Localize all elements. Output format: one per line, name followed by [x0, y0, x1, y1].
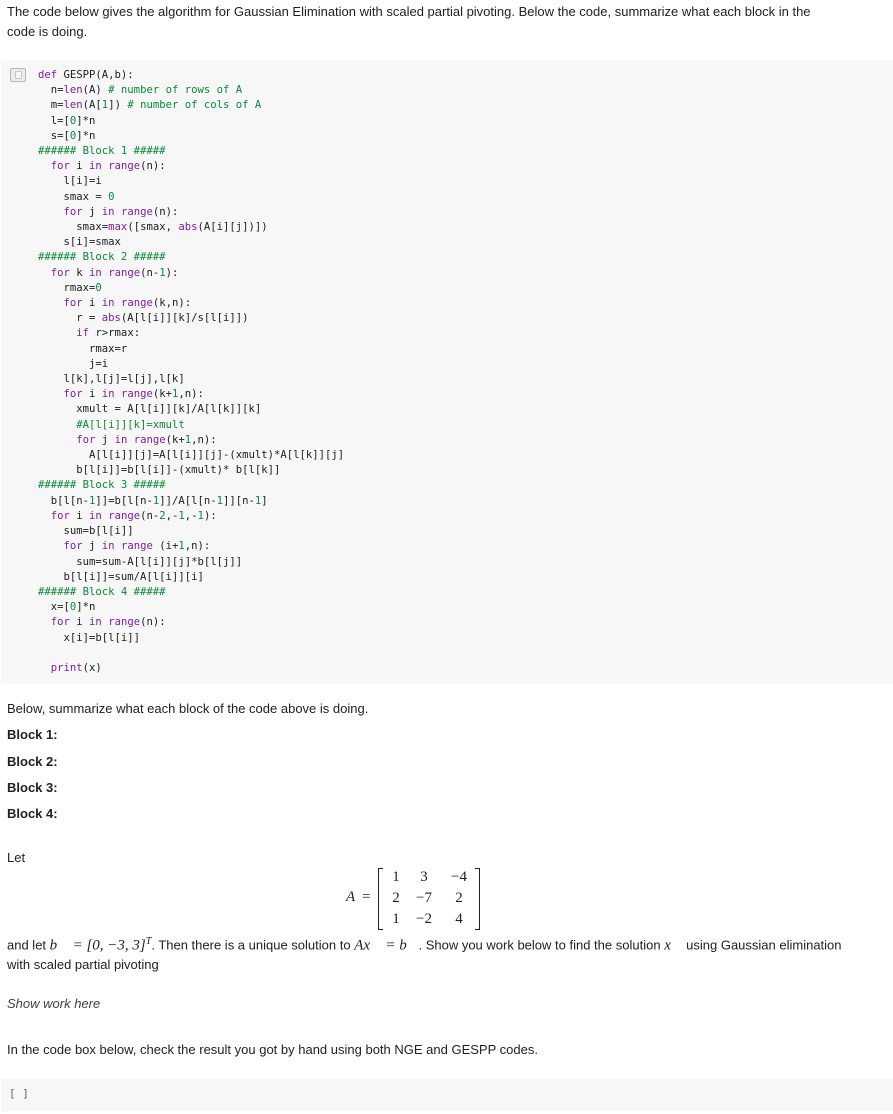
code-line: if r>rmax: [76, 327, 141, 340]
code-line: rmax=r [38, 342, 128, 355]
x-vector: x⃗ [664, 937, 683, 954]
code-line: def GESPP(A,b): [38, 69, 134, 81]
code-line: for i in range(n-2,-1,-1): [50, 509, 217, 522]
let-label: Let [7, 850, 26, 865]
tail-text: using Gaussian elimination [686, 937, 842, 953]
code-line: smax=max([smax, abs(A[i][j])]) [38, 221, 268, 234]
cell-prompt: [ ] [9, 1087, 29, 1100]
code-line: m=len(A[1]) # number of cols of A [38, 99, 262, 112]
code-line: for i in range(n): [50, 616, 166, 629]
then-text: . Then there is a unique solution to [151, 937, 351, 953]
matrix-cell: 1 [392, 869, 400, 885]
matrix-cell: −7 [416, 890, 432, 906]
block-3-label: Block 3: [7, 780, 58, 795]
code-line: r = abs(A[l[i]][k]/s[l[i]]) [38, 312, 249, 325]
right-bracket [475, 868, 480, 930]
code-line: s=[0]*n [38, 129, 96, 142]
code-line: sum=sum-A[l[i]][j]*b[l[j]] [38, 555, 243, 568]
block-1-label: Block 1: [7, 727, 58, 742]
code-line: for i in range(n): [50, 160, 166, 173]
code-line: for j in range(k+1,n): [76, 433, 217, 446]
summary-prompt: Below, summarize what each block of the code above is doing. [7, 701, 369, 716]
check-text: In the code box below, check the result you got by hand using both NGE and GESPP codes. [7, 1042, 538, 1057]
matrix-name: A [346, 889, 356, 905]
b-vector: b⃗ = [0, −3, 3] [49, 937, 146, 954]
code-line: s[i]=smax [38, 236, 121, 249]
code-line: ###### Block 4 ##### [38, 585, 166, 598]
intro-text [7, 2, 881, 42]
code-line: j=i [38, 357, 109, 370]
code-line: for i in range(k+1,n): [63, 388, 204, 401]
problem-statement [7, 932, 881, 975]
matrix-cell: −2 [416, 911, 432, 927]
code-line: A[l[i]][j]=A[l[i]][j]-(xmult)*A[l[k]][j] [38, 449, 345, 462]
matrix-cell: 3 [420, 869, 428, 885]
matrix-equals: = [362, 889, 371, 905]
code-line: n=len(A) # number of rows of A [38, 84, 243, 97]
matrix-cell: −4 [451, 869, 467, 885]
code-line: for i in range(k,n): [63, 297, 192, 310]
block-4-label: Block 4: [7, 806, 58, 821]
code-cell-gespp[interactable] [1, 60, 893, 684]
block-2-label: Block 2: [7, 754, 58, 769]
code-line: l[i]=i [38, 175, 102, 188]
code-line: print(x) [50, 661, 102, 674]
intro-line-2: code is doing. [7, 24, 88, 39]
empty-code-cell[interactable] [1, 1079, 893, 1111]
show-text: . Show you work below to find the solution [418, 937, 661, 953]
matrix-cell: 2 [392, 890, 400, 906]
code-line: ###### Block 1 ##### [38, 145, 166, 158]
code-line: l[k],l[j]=l[j],l[k] [38, 373, 185, 386]
code-line: x=[0]*n [38, 601, 96, 614]
code-line: b[l[i]]=sum/A[l[i]][i] [38, 570, 204, 583]
code-line: b[l[i]]=b[l[i]]-(xmult)* b[l[k]] [38, 464, 281, 477]
code-line: ###### Block 2 ##### [38, 251, 166, 264]
matrix-cell: 4 [455, 911, 463, 927]
matrix-cell: 2 [455, 890, 463, 906]
code-line: for j in range (i+1,n): [63, 540, 211, 553]
problem-line-2: with scaled partial pivoting [7, 957, 159, 973]
intro-line-1: The code below gives the algorithm for Gaussian Elimination with scaled partial pivoting. Below the code, summarize what each block in the [7, 4, 811, 19]
code-line: b[l[n-1]]=b[l[n-1]]/A[l[n-1]][n-1] [38, 494, 268, 507]
and-let-text: and let [7, 937, 47, 953]
code-line: x[i]=b[l[i]] [38, 631, 141, 644]
code-line: for k in range(n-1): [50, 266, 179, 279]
code-line: l=[0]*n [38, 114, 96, 127]
code-line: #A[l[i]][k]=xmult [38, 418, 185, 431]
code-editor[interactable] [38, 68, 344, 676]
code-line: smax = 0 [38, 190, 115, 203]
code-line: rmax=0 [38, 281, 102, 294]
run-cell-icon[interactable] [10, 68, 26, 82]
code-line [38, 646, 344, 661]
code-line: xmult = A[l[i]][k]/A[l[k]][k] [38, 403, 262, 416]
code-line: sum=b[l[i]] [38, 525, 134, 538]
show-work-text: Show work here [7, 996, 101, 1011]
code-line: ###### Block 3 ##### [38, 479, 166, 492]
equation: Ax⃗ = b⃗ [354, 937, 419, 954]
code-line: for j in range(n): [63, 205, 179, 218]
matrix-cell: 1 [392, 911, 400, 927]
transpose-sup: T [145, 936, 152, 947]
